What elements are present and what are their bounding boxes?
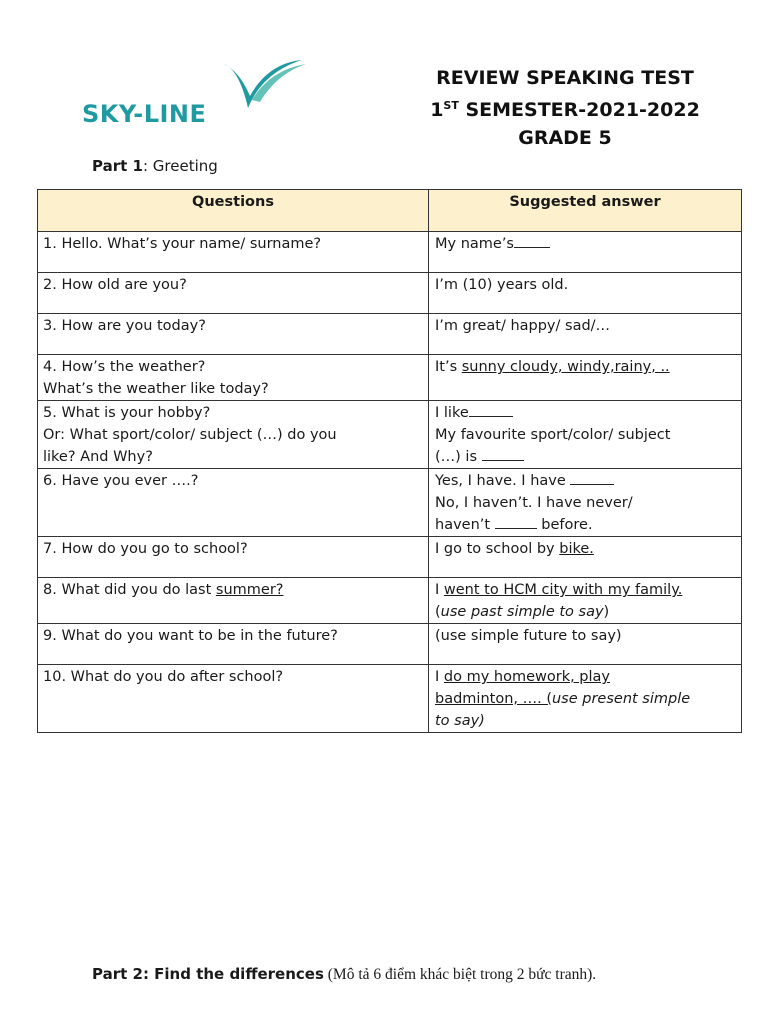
table-row	[38, 232, 742, 273]
part1-heading: Part 1: Greeting	[92, 157, 218, 175]
answer-cell: Yes, I have. I have No, I haven’t. I have never/ haven’t before.	[429, 469, 742, 537]
question-cell: 6. Have you ever ….?	[38, 469, 429, 537]
answer-cell: It’s sunny cloudy, windy,rainy, ..	[429, 355, 742, 401]
question-cell: 3. How are you today?	[38, 314, 429, 355]
title-line-1: REVIEW SPEAKING TEST	[436, 67, 694, 89]
logo-wing-icon	[218, 56, 308, 130]
greeting-questions-table	[37, 189, 742, 733]
part2-heading: Part 2: Find the differences (Mô tả 6 điểm khác biệt trong 2 bức tranh).	[92, 965, 597, 983]
answer-cell: I do my homework, play badminton, …. (use present simple to say)	[429, 665, 742, 733]
table-row	[38, 355, 742, 401]
table-row	[38, 665, 742, 733]
header-suggested-answer: Suggested answer	[429, 190, 742, 232]
question-cell: 2. How old are you?	[38, 273, 429, 314]
answer-cell: I’m (10) years old.	[429, 273, 742, 314]
title-line-3: GRADE 5	[518, 127, 612, 149]
question-cell: 1. Hello. What’s your name/ surname?	[38, 232, 429, 273]
question-cell: 8. What did you do last summer?	[38, 578, 429, 624]
answer-cell: I go to school by bike.	[429, 537, 742, 578]
table-row	[38, 273, 742, 314]
logo-text: SKY-LINE	[82, 100, 207, 128]
skyline-logo	[78, 56, 308, 136]
table-row	[38, 578, 742, 624]
document-title	[420, 64, 710, 152]
table-row	[38, 469, 742, 537]
table-row	[38, 537, 742, 578]
header-questions: Questions	[38, 190, 429, 232]
answer-cell: I’m great/ happy/ sad/…	[429, 314, 742, 355]
table-row	[38, 314, 742, 355]
question-cell: 10. What do you do after school?	[38, 665, 429, 733]
answer-cell: I went to HCM city with my family. (use past simple to say)	[429, 578, 742, 624]
answer-cell: I like My favourite sport/color/ subject (…) is	[429, 401, 742, 469]
question-cell: 9. What do you want to be in the future?	[38, 624, 429, 665]
question-cell: 5. What is your hobby? Or: What sport/color/ subject (…) do you like? And Why?	[38, 401, 429, 469]
table-row	[38, 401, 742, 469]
answer-cell: My name’s	[429, 232, 742, 273]
title-line-2: 1ST SEMESTER-2021-2022	[430, 99, 700, 121]
question-cell: 7. How do you go to school?	[38, 537, 429, 578]
question-cell: 4. How’s the weather? What’s the weather like today?	[38, 355, 429, 401]
table-header-row	[38, 190, 742, 232]
table-row	[38, 624, 742, 665]
answer-cell: (use simple future to say)	[429, 624, 742, 665]
